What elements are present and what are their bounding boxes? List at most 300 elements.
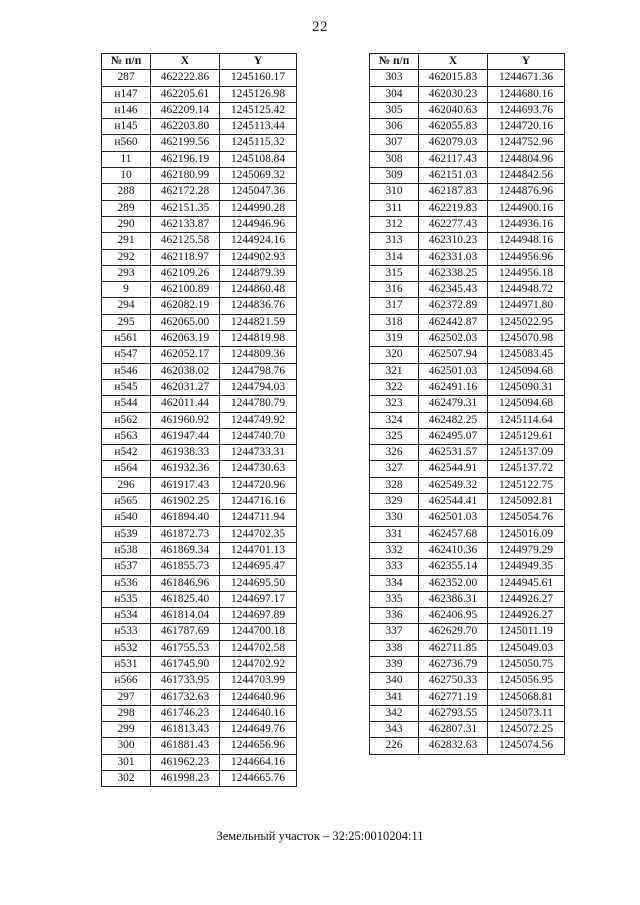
table-row [102,445,297,461]
coord-y: 1245073.11 [488,705,565,721]
table-row [102,70,297,86]
coord-x: 462063.19 [151,331,220,347]
coord-y: 1244948.72 [488,282,565,298]
coord-x: 461733.95 [151,673,220,689]
coord-y: 1245011.19 [488,624,565,640]
table-row [370,119,565,135]
point-number: 310 [370,184,419,200]
table-row [370,656,565,672]
coord-y: 1244665.76 [220,771,297,787]
coord-x: 462015.83 [419,70,488,86]
point-number: н564 [102,461,151,477]
coord-x: 461917.43 [151,477,220,493]
point-number: 304 [370,86,419,102]
table-row [102,331,297,347]
coord-x: 462491.16 [419,379,488,395]
point-number: 319 [370,331,419,347]
coord-y: 1244701.13 [220,542,297,558]
table-row [370,168,565,184]
point-number: 340 [370,673,419,689]
point-number: 318 [370,314,419,330]
point-number: н562 [102,412,151,428]
coord-x: 462549.32 [419,477,488,493]
point-number: 325 [370,428,419,444]
table-header-row [102,54,297,70]
table-row [102,722,297,738]
coord-x: 462117.43 [419,151,488,167]
table-row [370,249,565,265]
table-row [370,526,565,542]
point-number: н539 [102,526,151,542]
table-row [102,216,297,232]
coord-x: 462629.70 [419,624,488,640]
point-number: н540 [102,510,151,526]
point-number: 342 [370,705,419,721]
coord-y: 1244842.56 [488,168,565,184]
coord-x: 461902.25 [151,494,220,510]
coord-x: 461881.43 [151,738,220,754]
point-number: н547 [102,347,151,363]
coord-x: 462793.55 [419,705,488,721]
coord-x: 462205.61 [151,86,220,102]
table-row [370,135,565,151]
table-row [370,445,565,461]
table-row [102,314,297,330]
coord-y: 1244640.16 [220,705,297,721]
coord-x: 461938.33 [151,445,220,461]
coord-x: 462832.63 [419,738,488,754]
coord-x: 462118.97 [151,249,220,265]
point-number: 334 [370,575,419,591]
coord-x: 461932.36 [151,461,220,477]
point-number: 321 [370,363,419,379]
table-row [102,542,297,558]
table-row [370,510,565,526]
table-row [102,168,297,184]
point-number: 320 [370,347,419,363]
coord-y: 1244926.27 [488,591,565,607]
point-number: н546 [102,363,151,379]
coord-y: 1245094.68 [488,363,565,379]
table-row [102,119,297,135]
coord-y: 1244971.80 [488,298,565,314]
coord-x: 462125.58 [151,233,220,249]
coord-y: 1244900.16 [488,200,565,216]
coord-y: 1244924.16 [220,233,297,249]
coord-y: 1245074.56 [488,738,565,754]
coord-y: 1244733.31 [220,445,297,461]
point-number: 326 [370,445,419,461]
point-number: н544 [102,396,151,412]
table-row [102,477,297,493]
table-row [370,494,565,510]
coord-x: 461998.23 [151,771,220,787]
point-number: 332 [370,542,419,558]
coord-x: 461787.69 [151,624,220,640]
header-x: X [419,54,488,70]
coord-y: 1245072.25 [488,722,565,738]
coord-y: 1245056.95 [488,673,565,689]
coord-y: 1244780.79 [220,396,297,412]
table-row [102,151,297,167]
coord-x: 462133.87 [151,216,220,232]
point-number: 314 [370,249,419,265]
table-row [370,216,565,232]
coord-y: 1244956.96 [488,249,565,265]
point-number: 293 [102,265,151,281]
coord-x: 461960.92 [151,412,220,428]
coord-y: 1245137.72 [488,461,565,477]
coord-x: 462109.26 [151,265,220,281]
point-number: 305 [370,102,419,118]
point-number: 331 [370,526,419,542]
point-number: 11 [102,151,151,167]
coord-x: 462345.43 [419,282,488,298]
coord-y: 1245094.68 [488,396,565,412]
table-row [102,640,297,656]
table-row [370,624,565,640]
point-number: 313 [370,233,419,249]
coord-y: 1244794.03 [220,379,297,395]
coord-y: 1245083.45 [488,347,565,363]
table-row [370,673,565,689]
point-number: 335 [370,591,419,607]
point-number: 329 [370,494,419,510]
coord-x: 462052.17 [151,347,220,363]
table-row [102,412,297,428]
point-number: н565 [102,494,151,510]
coord-y: 1244664.16 [220,754,297,770]
table-row [370,559,565,575]
coord-y: 1244945.61 [488,575,565,591]
coord-y: 1244946.96 [220,216,297,232]
point-number: 312 [370,216,419,232]
coord-x: 462711.85 [419,640,488,656]
point-number: 296 [102,477,151,493]
coord-y: 1244640.96 [220,689,297,705]
coord-y: 1244876.96 [488,184,565,200]
point-number: н542 [102,445,151,461]
coord-x: 461846.96 [151,575,220,591]
table-row [102,86,297,102]
point-number: 341 [370,689,419,705]
coord-y: 1244716.16 [220,494,297,510]
coord-y: 1244702.58 [220,640,297,656]
point-number: 294 [102,298,151,314]
coord-x: 462038.02 [151,363,220,379]
coord-y: 1244730.63 [220,461,297,477]
coord-y: 1244697.17 [220,591,297,607]
point-number: 303 [370,70,419,86]
table-row [102,608,297,624]
table-row [102,624,297,640]
coord-x: 462502.03 [419,331,488,347]
coord-x: 462196.19 [151,151,220,167]
coord-x: 462040.63 [419,102,488,118]
coord-x: 462065.00 [151,314,220,330]
coord-x: 462187.83 [419,184,488,200]
coord-x: 461894.40 [151,510,220,526]
coord-y: 1244671.36 [488,70,565,86]
point-number: 339 [370,656,419,672]
table-row [102,771,297,787]
coord-x: 462310.23 [419,233,488,249]
coord-y: 1244711.94 [220,510,297,526]
point-number: н560 [102,135,151,151]
coord-x: 462807.31 [419,722,488,738]
table-row [370,331,565,347]
table-row [370,86,565,102]
coord-x: 462209.14 [151,102,220,118]
coord-y: 1244936.16 [488,216,565,232]
coord-x: 462338.25 [419,265,488,281]
point-number: н531 [102,656,151,672]
coord-x: 462172.28 [151,184,220,200]
coord-x: 462410.36 [419,542,488,558]
table-row [370,151,565,167]
table-row [370,102,565,118]
coord-y: 1244703.99 [220,673,297,689]
coord-y: 1244649.76 [220,722,297,738]
point-number: 343 [370,722,419,738]
point-number: н535 [102,591,151,607]
coord-y: 1244860.48 [220,282,297,298]
point-number: 323 [370,396,419,412]
coord-y: 1245108.84 [220,151,297,167]
point-number: 9 [102,282,151,298]
point-number: 315 [370,265,419,281]
point-number: н533 [102,624,151,640]
coord-y: 1244949.35 [488,559,565,575]
point-number: 302 [102,771,151,787]
table-row [102,575,297,591]
coord-x: 462531.57 [419,445,488,461]
coord-y: 1245090.31 [488,379,565,395]
coord-y: 1245068.81 [488,689,565,705]
point-number: 324 [370,412,419,428]
table-header-row [370,54,565,70]
coord-x: 462501.03 [419,363,488,379]
header-number: № п/п [370,54,419,70]
table-row [102,200,297,216]
coord-y: 1244752.96 [488,135,565,151]
point-number: 322 [370,379,419,395]
table-row [370,722,565,738]
coord-x: 461814.04 [151,608,220,624]
point-number: н537 [102,559,151,575]
coord-y: 1244680.16 [488,86,565,102]
point-number: 291 [102,233,151,249]
table-row [370,608,565,624]
coord-y: 1244740.70 [220,428,297,444]
coord-x: 462495.07 [419,428,488,444]
coord-y: 1244990.28 [220,200,297,216]
coord-x: 462771.19 [419,689,488,705]
coord-y: 1244798.76 [220,363,297,379]
coord-x: 461962.23 [151,754,220,770]
coord-x: 462031.27 [151,379,220,395]
table-row [102,379,297,395]
table-row [102,233,297,249]
point-number: н536 [102,575,151,591]
table-row [102,494,297,510]
coordinates-table-left [101,53,297,787]
table-row [370,184,565,200]
point-number: 307 [370,135,419,151]
table-row [102,265,297,281]
table-row [102,396,297,412]
table-row [102,526,297,542]
coord-x: 461947.44 [151,428,220,444]
coord-y: 1244819.98 [220,331,297,347]
coord-x: 462544.41 [419,494,488,510]
coord-x: 461869.34 [151,542,220,558]
point-number: 301 [102,754,151,770]
coord-y: 1244956.18 [488,265,565,281]
coord-x: 462079.03 [419,135,488,151]
table-row [370,705,565,721]
point-number: 306 [370,119,419,135]
coord-x: 462386.31 [419,591,488,607]
point-number: 292 [102,249,151,265]
table-row [102,591,297,607]
coord-y: 1244879.39 [220,265,297,281]
point-number: 300 [102,738,151,754]
coord-y: 1244697.89 [220,608,297,624]
table-row [370,347,565,363]
point-number: н147 [102,86,151,102]
table-row [102,754,297,770]
table-row [370,379,565,395]
coord-x: 462277.43 [419,216,488,232]
coord-y: 1245122.75 [488,477,565,493]
table-row [370,265,565,281]
point-number: 309 [370,168,419,184]
point-number: 295 [102,314,151,330]
point-number: 330 [370,510,419,526]
coord-x: 462372.89 [419,298,488,314]
land-plot-caption: Земельный участок – 32:25:0010204:11 [216,829,424,843]
table-row [370,428,565,444]
coord-y: 1245125.42 [220,102,297,118]
coord-x: 461855.73 [151,559,220,575]
header-number: № п/п [102,54,151,70]
table-row [370,412,565,428]
point-number: 289 [102,200,151,216]
coord-y: 1245016.09 [488,526,565,542]
coord-y: 1245050.75 [488,656,565,672]
coord-y: 1244926.27 [488,608,565,624]
table-row [370,363,565,379]
point-number: н532 [102,640,151,656]
point-number: 298 [102,705,151,721]
point-number: 337 [370,624,419,640]
coord-y: 1245137.09 [488,445,565,461]
coord-x: 462151.35 [151,200,220,216]
coord-y: 1245069.32 [220,168,297,184]
coord-y: 1244948.16 [488,233,565,249]
coord-x: 462219.83 [419,200,488,216]
coord-y: 1245115.32 [220,135,297,151]
coord-x: 462082.19 [151,298,220,314]
header-y: Y [220,54,297,70]
coord-y: 1244702.92 [220,656,297,672]
table-row [102,705,297,721]
table-row [370,298,565,314]
coord-x: 462544.91 [419,461,488,477]
point-number: 308 [370,151,419,167]
coord-x: 462199.56 [151,135,220,151]
table-row [370,461,565,477]
coord-x: 462203.80 [151,119,220,135]
point-number: 226 [370,738,419,754]
coord-x: 462151.03 [419,168,488,184]
coord-x: 462055.83 [419,119,488,135]
table-row [102,102,297,118]
coord-x: 462501.03 [419,510,488,526]
point-number: 336 [370,608,419,624]
table-row [370,233,565,249]
coord-y: 1244821.59 [220,314,297,330]
table-row [370,282,565,298]
coord-x: 462442.87 [419,314,488,330]
coord-x: 461872.73 [151,526,220,542]
coord-x: 461732.63 [151,689,220,705]
table-row [102,363,297,379]
point-number: 297 [102,689,151,705]
point-number: н146 [102,102,151,118]
coord-x: 462406.95 [419,608,488,624]
coord-y: 1244695.47 [220,559,297,575]
table-row [102,559,297,575]
table-row [102,510,297,526]
table-row [370,591,565,607]
table-row [370,477,565,493]
table-row [102,656,297,672]
point-number: н561 [102,331,151,347]
coord-x: 461755.53 [151,640,220,656]
point-number: 288 [102,184,151,200]
coord-y: 1244656.96 [220,738,297,754]
coord-x: 462030.23 [419,86,488,102]
table-row [370,689,565,705]
coord-y: 1245092.81 [488,494,565,510]
point-number: 287 [102,70,151,86]
table-row [102,738,297,754]
coord-y: 1245160.17 [220,70,297,86]
coord-y: 1245054.76 [488,510,565,526]
point-number: н545 [102,379,151,395]
coordinates-table-right [369,53,565,755]
coord-x: 462479.31 [419,396,488,412]
coord-y: 1244804.96 [488,151,565,167]
point-number: 299 [102,722,151,738]
point-number: 290 [102,216,151,232]
table-row [370,542,565,558]
table-row [102,282,297,298]
table-row [102,135,297,151]
point-number: 316 [370,282,419,298]
coord-y: 1244720.16 [488,119,565,135]
coord-x: 462100.89 [151,282,220,298]
table-row [102,673,297,689]
coord-x: 462352.00 [419,575,488,591]
coord-x: 462011.44 [151,396,220,412]
coord-y: 1245126.98 [220,86,297,102]
table-row [102,249,297,265]
point-number: н563 [102,428,151,444]
coord-x: 461825.40 [151,591,220,607]
